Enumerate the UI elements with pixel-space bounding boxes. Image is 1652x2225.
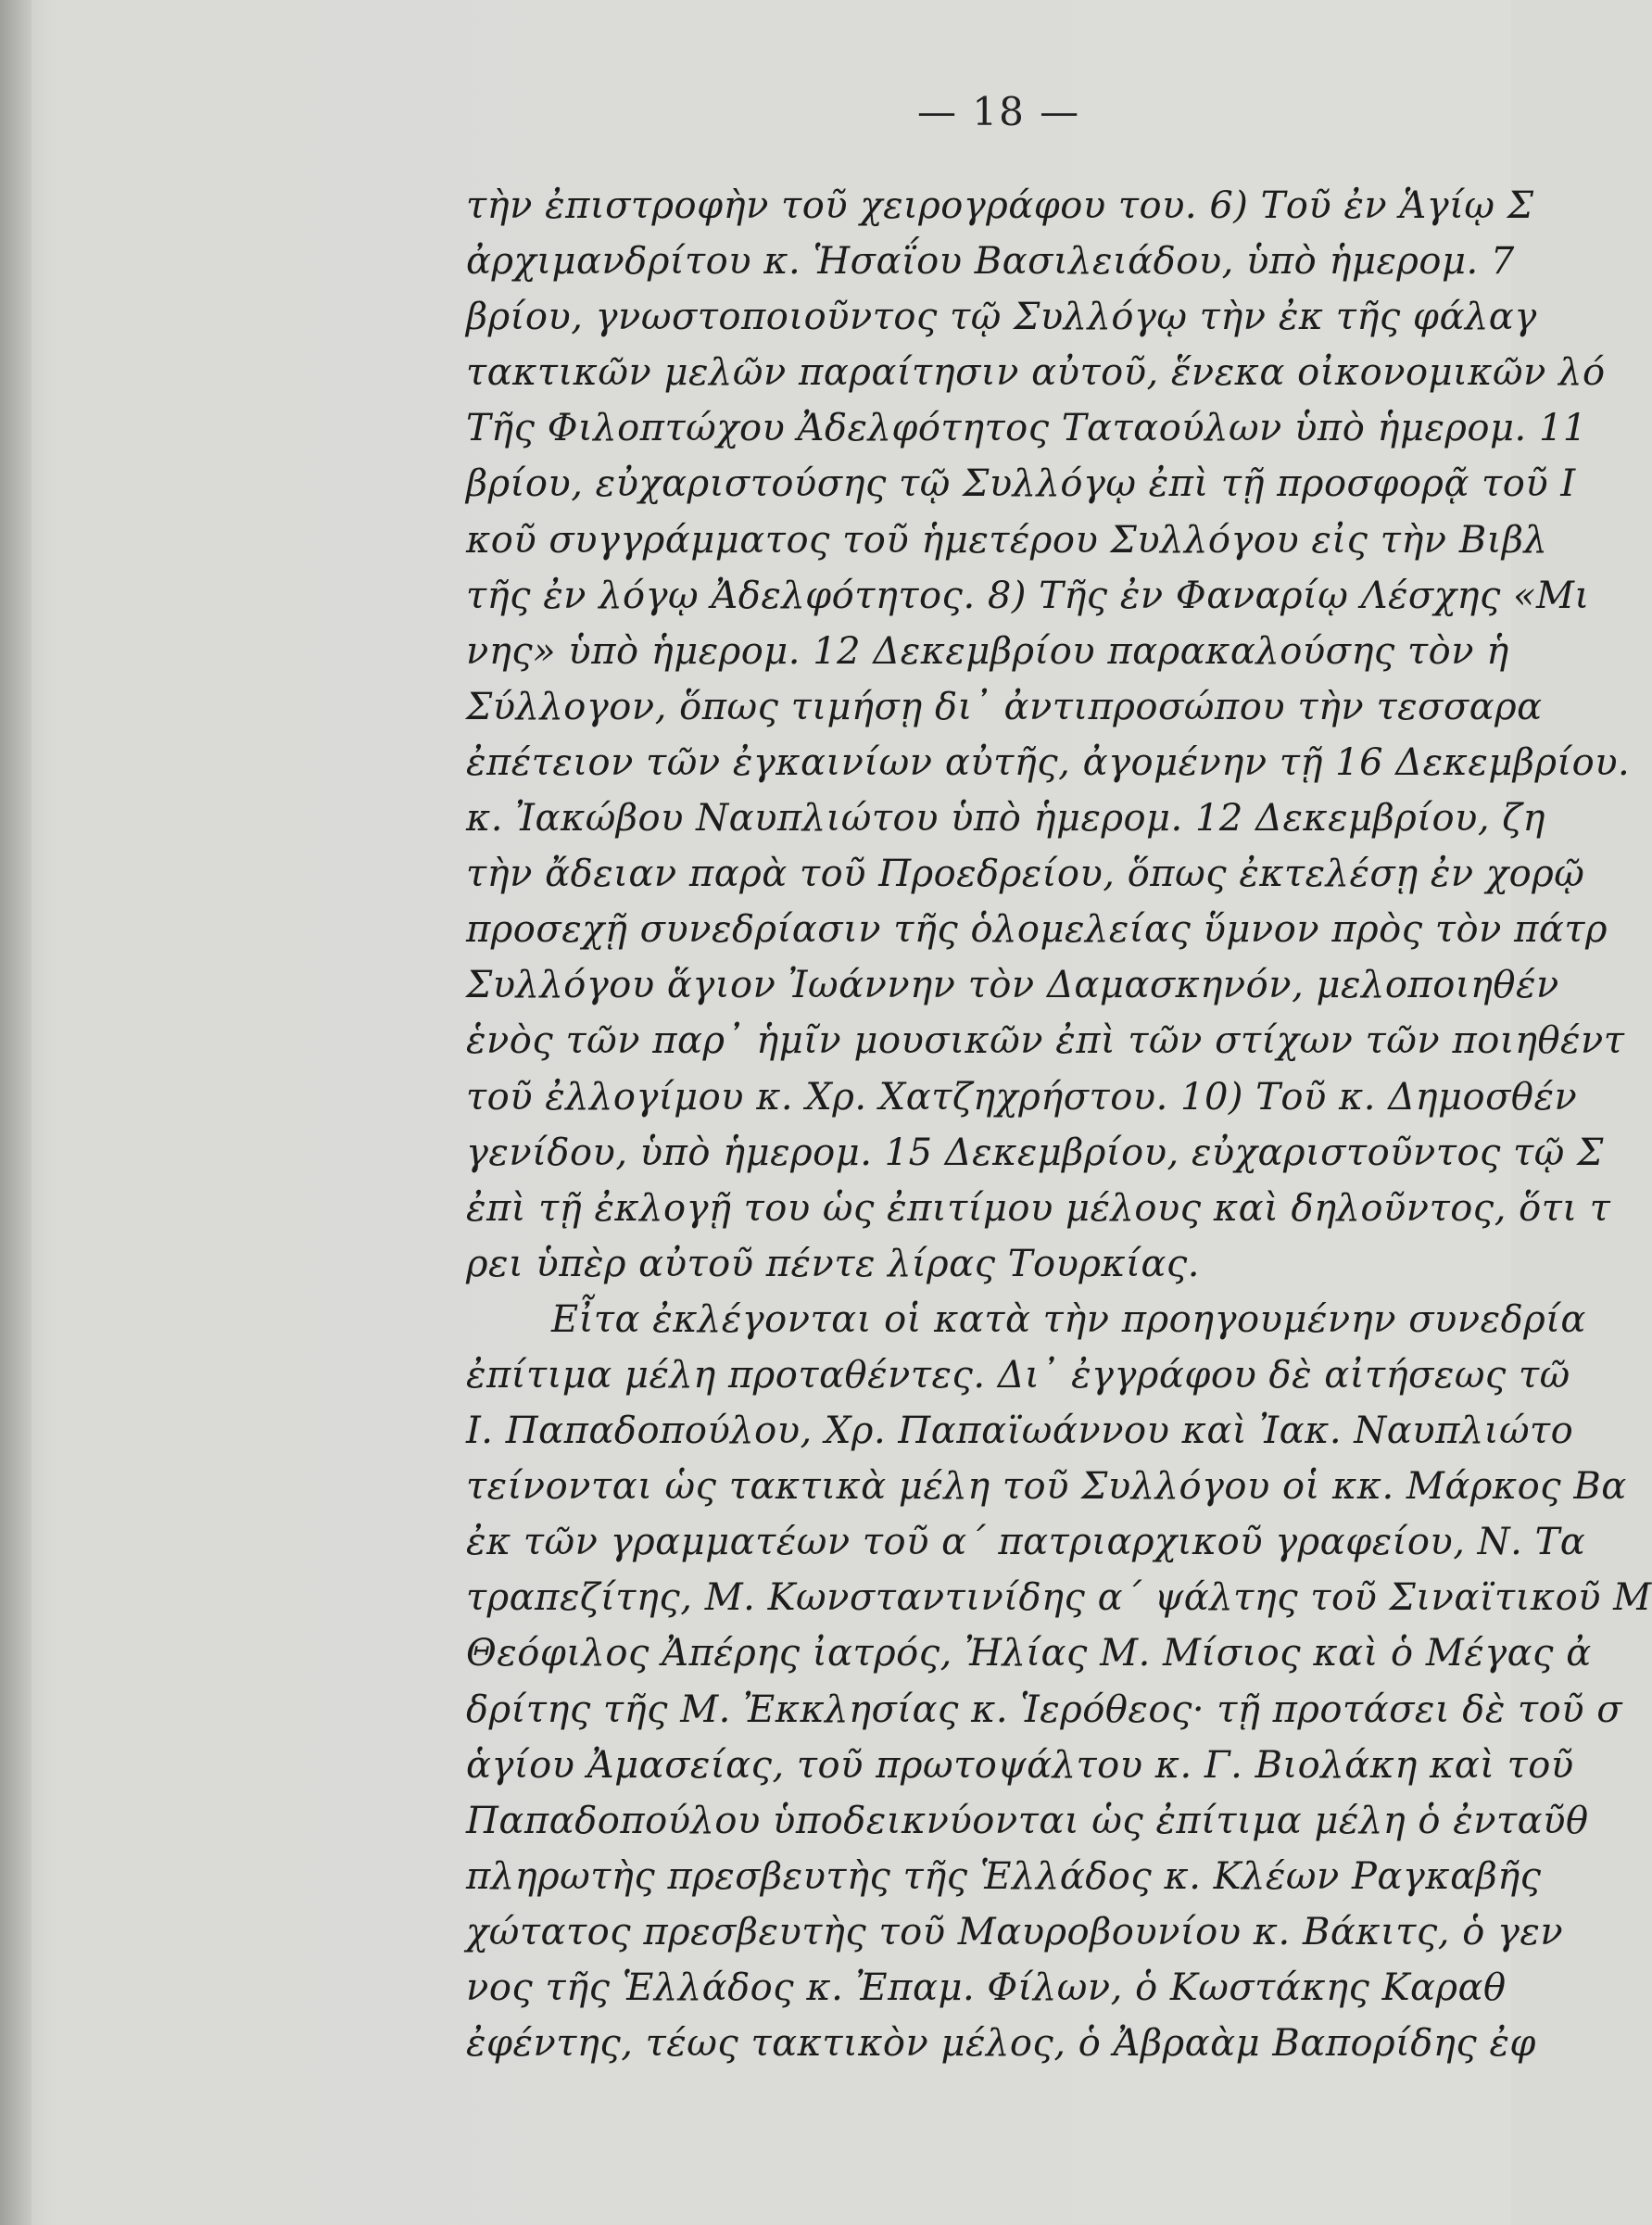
text-line: τείνονται ὡς τακτικὰ μέλη τοῦ Συλλόγου οἱ κκ. Μάρκος Βα [466, 1465, 1627, 1509]
text-line: ἐπὶ τῇ ἐκλογῇ του ὡς ἐπιτίμου μέλους καὶ δηλοῦντος, ὅτι τ [466, 1186, 1611, 1230]
text-line: τοῦ ἐλλογίμου κ. Χρ. Χατζηχρήστου. 10) Τοῦ κ. Δημοσθέν [466, 1075, 1578, 1119]
text-line: Εἶτα ἐκλέγονται οἱ κατὰ τὴν προηγουμένην συνεδρία [551, 1297, 1586, 1341]
text-line: Τῆς Φιλοπτώχου Ἀδελφότητος Ταταούλων ὑπὸ ἡμερομ. 11 [466, 407, 1587, 450]
text-line: βρίου, εὐχαριστούσης τῷ Συλλόγῳ ἐπὶ τῇ προσφορᾷ τοῦ Ι [466, 462, 1576, 506]
text-line: ἁγίου Ἀμασείας, τοῦ πρωτοψάλτου κ. Γ. Βιολάκη καὶ τοῦ [466, 1743, 1574, 1787]
text-line: τακτικῶν μελῶν παραίτησιν αὐτοῦ, ἕνεκα οἰκονομικῶν λό [466, 351, 1606, 395]
text-line: Σύλλογον, ὅπως τιμήσῃ δι᾽ ἀντιπροσώπου τὴν τεσσαρα [466, 685, 1543, 728]
text-line: ρει ὑπὲρ αὐτοῦ πέντε λίρας Τουρκίας. [466, 1242, 1200, 1285]
text-line: Παπαδοπούλου ὑποδεικνύονται ὡς ἐπίτιμα μέλη ὁ ἐνταῦθ [466, 1799, 1589, 1842]
text-line: ἐφέντης, τέως τακτικὸν μέλος, ὁ Ἀβραὰμ Βαπορίδης ἐφ [466, 2022, 1536, 2066]
text-line: Θεόφιλος Ἀπέρης ἰατρός, Ἠλίας Μ. Μίσιος καὶ ὁ Μέγας ἀ [466, 1632, 1592, 1675]
text-line: ἐπίτιμα μέλη προταθέντες. Δι᾽ ἐγγράφου δὲ αἰτήσεως τῶ [466, 1353, 1570, 1397]
text-line: ἑνὸς τῶν παρ᾽ ἡμῖν μουσικῶν ἐπὶ τῶν στίχων τῶν ποιηθέντ [466, 1019, 1625, 1063]
text-line: πληρωτὴς πρεσβευτὴς τῆς Ἑλλάδος κ. Κλέων Ραγκαβῆς [466, 1854, 1542, 1898]
text-line: βρίου, γνωστοποιοῦντος τῷ Συλλόγῳ τὴν ἐκ τῆς φάλαγ [466, 296, 1537, 339]
text-line: κ. Ἰακώβου Ναυπλιώτου ὑπὸ ἡμερομ. 12 Δεκεμβρίου, ζη [466, 797, 1545, 841]
text-line: τῆς ἐν λόγῳ Ἀδελφότητος. 8) Τῆς ἐν Φαναρίῳ Λέσχης «Μι [466, 574, 1590, 617]
text-line: νης» ὑπὸ ἡμερομ. 12 Δεκεμβρίου παρακαλούσης τὸν ἡ [466, 629, 1509, 673]
text-line: Ι. Παπαδοπούλου, Χρ. Παπαϊωάννου καὶ Ἰακ. Ναυπλιώτο [466, 1410, 1574, 1453]
text-line: κοῦ συγγράμματος τοῦ ἡμετέρου Συλλόγου εἰς τὴν Βιβλ [466, 518, 1548, 562]
text-line: τὴν ἄδειαν παρὰ τοῦ Προεδρείου, ὅπως ἐκτελέσῃ ἐν χορῷ [466, 853, 1585, 896]
text-line: χώτατος πρεσβευτὴς τοῦ Μαυροβουνίου κ. Βάκιτς, ὁ γεν [466, 1910, 1564, 1953]
text-line: προσεχῇ συνεδρίασιν τῆς ὁλομελείας ὕμνον πρὸς τὸν πάτρ [466, 908, 1608, 952]
text-line: γενίδου, ὑπὸ ἡμερομ. 15 Δεκεμβρίου, εὐχαριστοῦντος τῷ Σ [466, 1131, 1604, 1174]
body-text [466, 178, 1652, 2225]
page-number: — 18 — [917, 89, 1081, 134]
text-line: δρίτης τῆς Μ. Ἐκκλησίας κ. Ἱερόθεος· τῇ προτάσει δὲ τοῦ σ [466, 1688, 1623, 1731]
binding-gutter-shadow [0, 0, 32, 2225]
text-line: νος τῆς Ἑλλάδος κ. Ἐπαμ. Φίλων, ὁ Κωστάκης Καραθ [466, 1966, 1507, 2009]
text-line: ἀρχιμανδρίτου κ. Ἡσαΐου Βασιλειάδου, ὑπὸ ἡμερομ. 7 [466, 240, 1515, 284]
text-line: ἐπέτειον τῶν ἐγκαινίων αὐτῆς, ἀγομένην τῇ 16 Δεκεμβρίου. [466, 740, 1631, 784]
text-line: τὴν ἐπιστροφὴν τοῦ χειρογράφου του. 6) Τοῦ ἐν Ἁγίῳ Σ [466, 184, 1534, 227]
text-line: Συλλόγου ἅγιον Ἰωάννην τὸν Δαμασκηνόν, μελοποιηθέν [466, 964, 1559, 1007]
text-line: τραπεζίτης, Μ. Κωνσταντινίδης α΄ ψάλτης τοῦ Σιναϊτικοῦ Μ [466, 1576, 1652, 1620]
text-line: ἐκ τῶν γραμματέων τοῦ α΄ πατριαρχικοῦ γραφείου, Ν. Τα [466, 1521, 1586, 1564]
